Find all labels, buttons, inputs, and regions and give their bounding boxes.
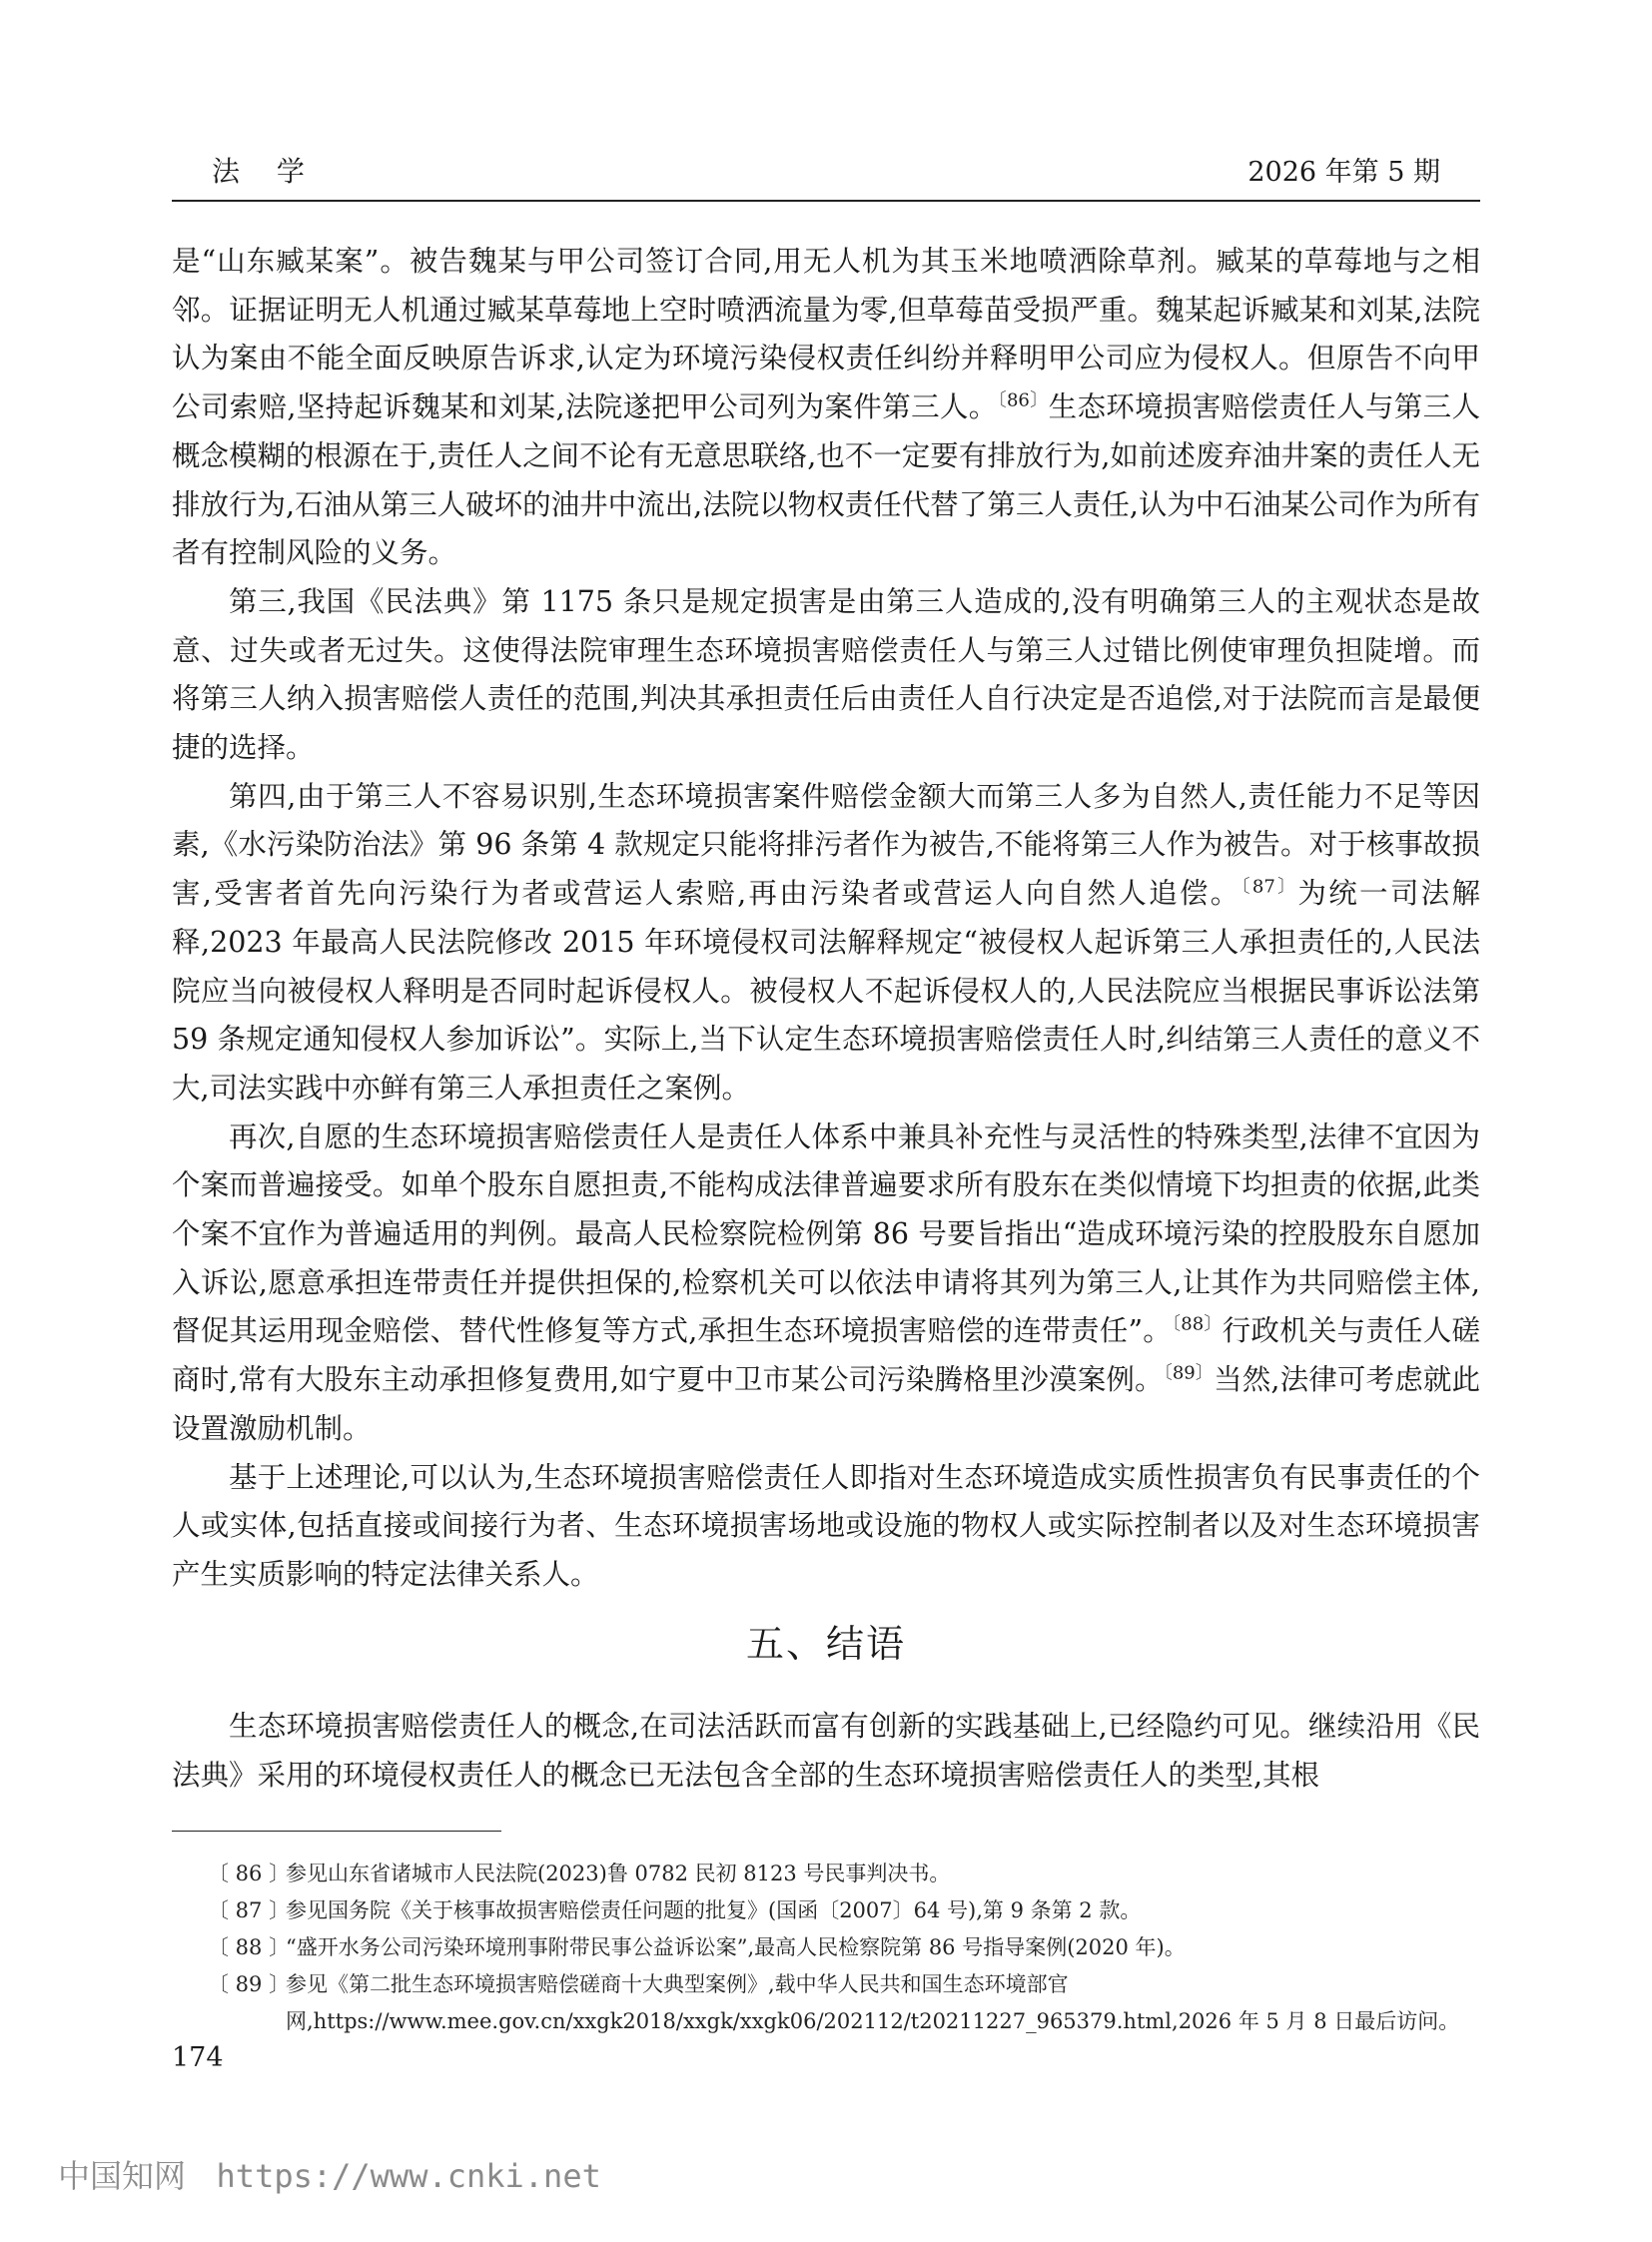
conclusion [172, 1703, 1480, 1800]
text-run: 是“山东臧某案”。被告魏某与甲公司签订合同,用无人机为其玉米地喷洒除草剂。臧某的草莓地与之相邻。证据证明无人机通过臧某草莓地上空时喷洒流量为零,但草莓苗受损严重。魏某起诉臧某和刘某,法院认为案由不能全面反映原告诉求,认定为环境污染侵权责任纠纷并释明甲公司应为侵权人。但原告不向甲公司索赔,坚持起诉魏某和刘某,法院遂把甲公司列为案件第三人。 [172, 245, 1480, 424]
watermark [58, 2151, 601, 2197]
text-run: 第四,由于第三人不容易识别,生态环境损害案件赔偿金额大而第三人多为自然人,责任能力不足等因素,《水污染防治法》第 96 条第 4 款规定只能将排污者作为被告,不能将第三人作为被告。对于核事故损害,受害者首先向污染行为者或营运人索赔,再由污染者或营运人向自然人追偿。 [172, 779, 1480, 911]
footnote-text: “盛开水务公司污染环境刑事附带民事公益诉讼案”,最高人民检察院第 86 号指导案例(2020 年)。 [286, 1935, 1186, 1959]
footnote-text: 参见《第二批生态环境损害赔偿磋商十大典型案例》,载中华人民共和国生态环境部官网,https://www.mee.gov.cn/xxgk2018/xxgk/xxgk06/202112/t20211227_965379.html,2026 年 5 月 8 日最后访问。 [286, 1972, 1460, 2033]
watermark-url: https://www.cnki.net [216, 2157, 601, 2195]
body-paragraph [172, 1454, 1480, 1600]
text-run: 为统一司法解释,2023 年最高人民法院修改 2015 年环境侵权司法解释规定“被侵权人起诉第三人承担责任的,人民法院应当向被侵权人释明是否同时起诉侵权人。被侵权人不起诉侵权人的,人民法院应当根据民事诉讼法第 59 条规定通知侵权人参加诉讼”。实际上,当下认定生态环境损害赔偿责任人时,纠结第三人责任的意义不大,司法实践中亦鲜有第三人承担责任之案例。 [172, 877, 1480, 1105]
body-paragraph [172, 773, 1480, 1114]
body-paragraph [172, 1114, 1480, 1454]
conclusion-paragraph: 生态环境损害赔偿责任人的概念,在司法活跃而富有创新的实践基础上,已经隐约可见。继续沿用《民法典》采用的环境侵权责任人的概念已无法包含全部的生态环境损害赔偿责任人的类型,其根 [172, 1710, 1480, 1792]
page-number: 174 [172, 2042, 224, 2073]
footnote-text: 参见国务院《关于核事故损害赔偿责任问题的批复》(国函〔2007〕64 号),第 9 条第 2 款。 [286, 1898, 1142, 1922]
body-text [172, 238, 1480, 1600]
text-run: 基于上述理论,可以认为,生态环境损害赔偿责任人即指对生态环境造成实质性损害负有民事责任的个人或实体,包括直接或间接行为者、生态环境损害场地或设施的物权人或实际控制者以及对生态环境损害产生实质影响的特定法律关系人。 [172, 1460, 1480, 1591]
text-run: 再次,自愿的生态环境损害赔偿责任人是责任人体系中兼具补充性与灵活性的特殊类型,法律不宜因为个案而普遍接受。如单个股东自愿担责,不能构成法律普遍要求所有股东在类似情境下均担责的依据,此类个案不宜作为普遍适用的判例。最高人民检察院检例第 86 号要旨指出“造成环境污染的控股股东自愿加入诉讼,愿意承担连带责任并提供担保的,检察机关可以依法申请将其列为第三人,让其作为共同赔偿主体,督促其运用现金赔偿、替代性修复等方式,承担生态环境损害赔偿的连带责任”。 [172, 1120, 1480, 1348]
watermark-brand: 中国知网 [58, 2157, 187, 2195]
issue-label: 2026 年第 5 期 [1247, 157, 1440, 188]
footnote [208, 1929, 1480, 1966]
footnote-text: 参见山东省诸城市人民法院(2023)鲁 0782 民初 8123 号民事判决书。 [286, 1862, 951, 1885]
footnote-mark: 〔89〕 [1163, 1362, 1215, 1384]
footnote-rule [172, 1831, 501, 1832]
journal-name: 法 学 [212, 155, 319, 188]
footnote [208, 1856, 1480, 1892]
footnote-mark: 〔86〕 [997, 389, 1049, 411]
footnote-number: 〔 88 〕 [208, 1935, 291, 1959]
body-paragraph [172, 238, 1480, 578]
text-run: 行政机关与责任人磋商时,常有大股东主动承担修复费用,如宁夏中卫市某公司污染腾格里沙漠案例。 [172, 1314, 1480, 1397]
footnotes [208, 1856, 1480, 2040]
footnote-number: 〔 86 〕 [208, 1862, 291, 1885]
text-run: 第三,我国《民法典》第 1175 条只是规定损害是由第三人造成的,没有明确第三人的主观状态是故意、过失或者无过失。这使得法院审理生态环境损害赔偿责任人与第三人过错比例使审理负担陡增。而将第三人纳入损害赔偿人责任的范围,判决其承担责任后由责任人自行决定是否追偿,对于法院而言是最便捷的选择。 [172, 584, 1480, 765]
footnote [208, 1892, 1480, 1929]
body-paragraph [172, 578, 1480, 773]
footnote [208, 1966, 1480, 2040]
text-run: 当然,法律可考虑就此设置激励机制。 [172, 1363, 1481, 1445]
footnote-mark: 〔88〕 [1172, 1313, 1223, 1335]
header-rule [172, 200, 1480, 202]
footnote-mark: 〔87〕 [1240, 876, 1298, 898]
footnote-number: 〔 89 〕 [208, 1972, 291, 1996]
footnote-number: 〔 87 〕 [208, 1898, 291, 1922]
section-title: 五、结语 [745, 1622, 906, 1666]
text-run: 生态环境损害赔偿责任人与第三人概念模糊的根源在于,责任人之间不论有无意思联络,也不一定要有排放行为,如前述废弃油井案的责任人无排放行为,石油从第三人破坏的油井中流出,法院以物权责任代替了第三人责任,认为中石油某公司作为所有者有控制风险的义务。 [172, 390, 1480, 570]
